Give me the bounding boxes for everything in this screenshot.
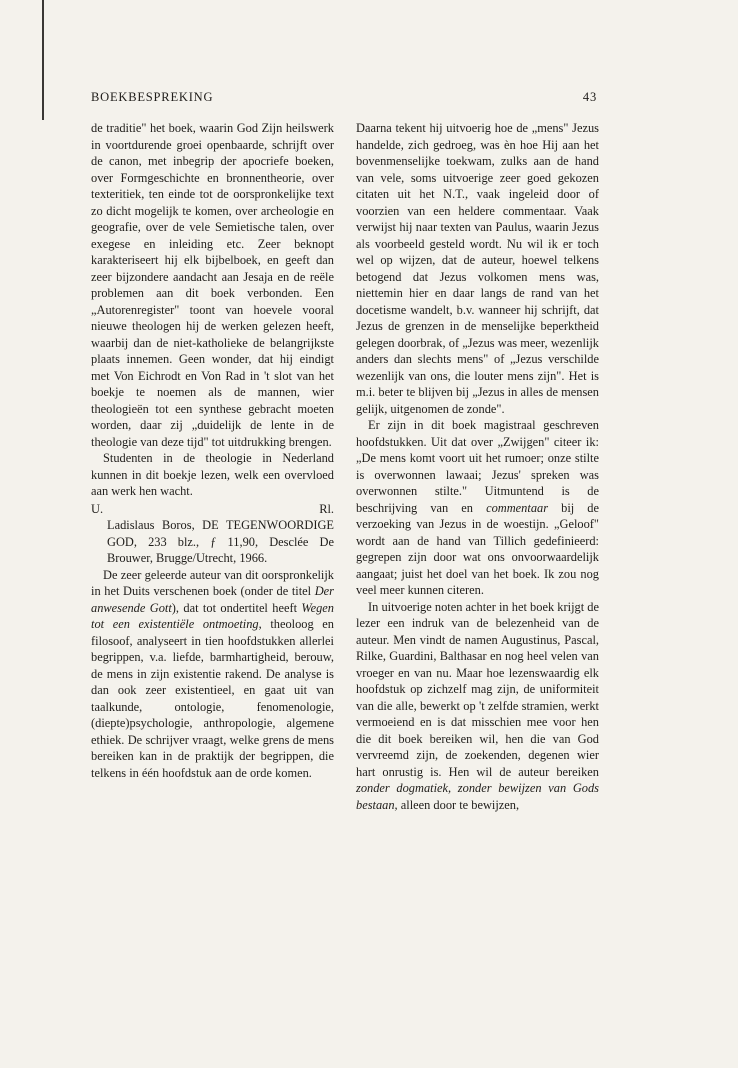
left-column bbox=[91, 120, 334, 781]
text-run: , theoloog en filosoof, analyseert in tien hoofdstukken allerlei begrippen, v.a. liefde, barmhartigheid, berouw, de mens in zijn existentie rakend. De analyse is dan ook zeer existentieel, en gaat uit van taalkunde, ontologie, fenomenologie, (diepte)psychologie, anthropologie, algemene ethiek. De schrijver vraagt, welke grens de mens bereiken kan in de praktijk der begrippen, die telkens in één hoofdstuk aan de orde komen. bbox=[91, 617, 334, 780]
boros-review-paragraph-4 bbox=[356, 599, 599, 814]
text-run: In uitvoerige noten achter in het boek krijgt de lezer een indruk van de belezenheid van de auteur. Men vindt de namen Augustinus, Pascal, Rilke, Guardini, Balthasar en nog heel velen van vroeger en van nu. Maar hoe lezenswaardig elk hoofdstuk op zichzelf mag zijn, de uniformiteit van die alle, bewerkt op 't zelfde stramien, werkt vermoeiend en is dat misschien mee voor hen die dit boek bereiken wil, hen die van God vervreemd zijn, de zoekenden, degenen wier hart onrustig is. Hen wil de auteur bereiken bbox=[356, 599, 599, 779]
italic-phrase: zonder dogmatiek, zonder bewijzen van Gods bestaan, bbox=[356, 781, 599, 812]
review-signature bbox=[91, 501, 334, 518]
boros-review-paragraph-1 bbox=[91, 567, 334, 782]
review-continuation-paragraph: de traditie" het boek, waarin God Zijn heilswerk in voortdurende groei openbaarde, schrijft over de canon, met inbegrip der apocriefe boeken, over Formgeschichte en bronnentheorie, over texteritiek, ten einde tot de oorspronkelijke text zo dicht mogelijk te komen, over archeologie en geografie, over de vele Semietische talen, over exegese en inleiding etc. Zeer beknopt karakteriseert hij elk bijbelboek, en geeft dan zeer bijzondere aandacht aan Jesaja en de reële problemen aan dit boek verbonden. Een „Autorenregister" toont van hoevele vooral nieuwe theologen hij de werken gelezen heeft, waarbij dan de niet-katholieke de belangrijkste plaats innemen. Geen wonder, dat hij eindigt met Von Eichrodt en Von Rad in 't slot van het boekje te noemen als de mannen, wier theologieën tot een synthese gebracht moeten worden, daar zij „duidelijk de lente in de theologie van deze tijd" tot uitdrukking brengen. bbox=[91, 121, 334, 449]
running-title: BOEKBESPREKING bbox=[91, 90, 214, 104]
book-citation: Ladislaus Boros, DE TEGENWOORDIGE GOD, 233 blz., ƒ 11,90, Desclée De Brouwer, Brugge/Utrecht, 1966. bbox=[107, 518, 334, 565]
boros-review-paragraph-2: Daarna tekent hij uitvoerig hoe de „mens" Jezus handelde, zich gedroeg, was èn hoe Hij aan het bovenmenselijke toekwam, zulks aan de hand van vele, soms uitvoerige zeer goed gekozen citaten uit het N.T., vaak ingeleid door of voorzien van een heldere commentaar. Vaak verwijst hij naar texten van Paulus, waarin Jezus als voorbeeld gesteld wordt. Nu wil ik er toch wel op wijzen, dat de auteur, hoewel telkens betogend dat Jezus volkomen mens was, niettemin hier en daar langs de rand van het docetisme wandelt, b.v. wanneer hij schrijft, dat Jezus de grenzen in de menselijke beperktheid gelegen doorbrak, of „Jezus was meer, wezenlijk anders dan slechts mens" of „Jezus verschilde wezenlijk van ons, die louter mens zijn". Het is m.i. beter te blijven bij „Jezus in alles de mensen gelijk, uitgenomen de zonde". bbox=[356, 121, 599, 416]
text-run: ), dat tot ondertitel heeft bbox=[171, 600, 302, 615]
text-run: bij de verzoeking van Jezus in de woestijn. „Geloof" wordt aan de hand van Tillich gedefinieerd: gegrepen zijn door wat ons onvoorwaardelijk aangaat; juist het doel van het boek. Ik zou nog veel meer kunnen citeren. bbox=[356, 500, 599, 597]
signature-initial-left: U. bbox=[91, 501, 104, 516]
italic-title-german: Der anwesende Gott bbox=[91, 584, 334, 615]
text-run: De zeer geleerde auteur van dit oorspronkelijk in het Duits verschenen boek (onder de titel bbox=[91, 567, 334, 598]
binding-edge-line bbox=[42, 0, 44, 120]
boros-review-paragraph-3 bbox=[356, 417, 599, 599]
page-number: 43 bbox=[582, 90, 597, 104]
text-run: Er zijn in dit boek magistraal geschreven hoofdstukken. Uit dat over „Zwijgen" citeer ik: „De mens komt voort uit het rumoer; onze stilte is overwonnen lawaai; Jezus' spreken was overwonnen stilte." Uitmuntend is de beschrijving van en bbox=[356, 418, 599, 515]
review-closing-paragraph: Studenten in de theologie in Nederland kunnen in dit boekje lezen, welk een overvloed aan werk hen wacht. bbox=[91, 451, 334, 498]
italic-word: commentaar bbox=[486, 500, 549, 515]
right-column bbox=[356, 120, 599, 813]
text-run: alleen door te bewijzen, bbox=[397, 797, 520, 812]
signature-initial-right: Rl. bbox=[319, 501, 334, 516]
italic-subtitle: Wegen tot een existentiële ontmoeting bbox=[91, 600, 334, 631]
running-header bbox=[91, 90, 597, 105]
